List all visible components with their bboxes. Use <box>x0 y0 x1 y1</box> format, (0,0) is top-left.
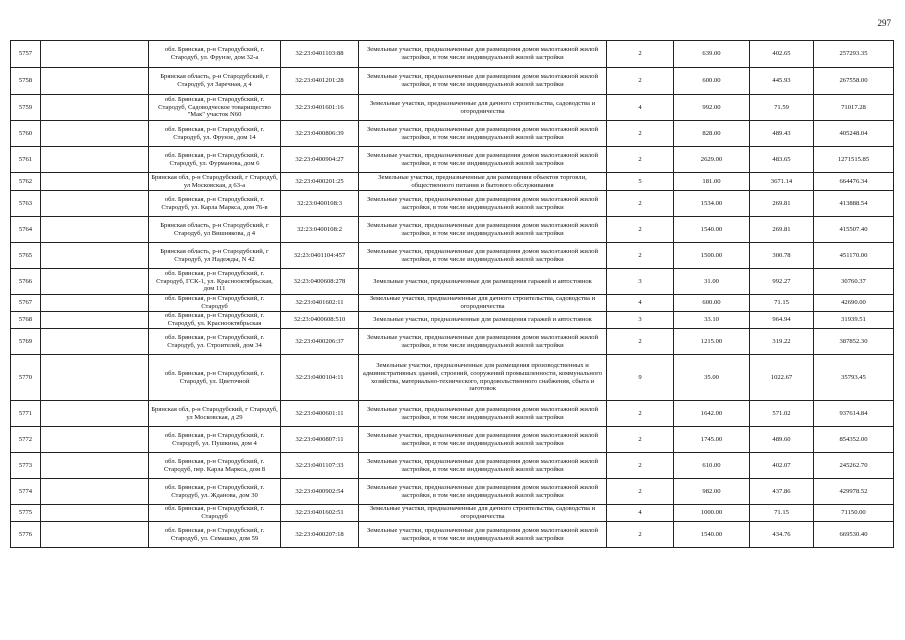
land-use-cell: Земельные участки, предназначенные для размещения домов малоэтажной жилой застройки, в том числе индивидуальной жилой застройки <box>359 522 607 548</box>
area-cell: 33.10 <box>674 312 750 329</box>
blank-cell <box>41 401 149 427</box>
group-number-cell: 2 <box>607 453 674 479</box>
area-cell: 1000.00 <box>674 505 750 522</box>
cadastral-value-cell: 31939.51 <box>814 312 894 329</box>
address-cell: Брянская обл, р-н Стародубский, г Стародуб, ул Московская, д 29 <box>149 401 281 427</box>
cadastral-number-cell: 32:23:0400904:27 <box>281 147 359 173</box>
specific-value-cell: 434.76 <box>750 522 814 548</box>
cadastral-value-cell: 245262.70 <box>814 453 894 479</box>
cadastral-number-cell: 32:23:0401601:16 <box>281 95 359 121</box>
blank-cell <box>41 173 149 191</box>
specific-value-cell: 964.94 <box>750 312 814 329</box>
cadastral-value-table <box>10 40 894 548</box>
specific-value-cell: 489.60 <box>750 427 814 453</box>
group-number-cell: 2 <box>607 41 674 68</box>
table-row <box>11 68 894 95</box>
table-row <box>11 329 894 355</box>
row-number-cell: 5763 <box>11 191 41 217</box>
land-use-cell: Земельные участки, предназначенные для размещения домов малоэтажной жилой застройки, в том числе индивидуальной жилой застройки <box>359 401 607 427</box>
address-cell: обл. Брянская, р-н Стародубский, г. Стародуб, ул. Фурманова, дом 6 <box>149 147 281 173</box>
address-cell: Брянская обл, р-н Стародубский, г Стародуб, ул Московская, д 63-а <box>149 173 281 191</box>
cadastral-number-cell: 32:23:0400206:37 <box>281 329 359 355</box>
specific-value-cell: 437.86 <box>750 479 814 505</box>
land-use-cell: Земельные участки, предназначенные для размещения домов малоэтажной жилой застройки, в том числе индивидуальной жилой застройки <box>359 191 607 217</box>
cadastral-value-cell: 267558.00 <box>814 68 894 95</box>
cadastral-number-cell: 32:23:0401602:51 <box>281 505 359 522</box>
cadastral-number-cell: 32:23:0400201:25 <box>281 173 359 191</box>
land-use-cell: Земельные участки, предназначенные для размещения домов малоэтажной жилой застройки, в том числе индивидуальной жилой застройки <box>359 68 607 95</box>
cadastral-number-cell: 32:23:0400608:510 <box>281 312 359 329</box>
cadastral-number-cell: 32:23:0400207:18 <box>281 522 359 548</box>
land-use-cell: Земельные участки, предназначенные для дачного строительства, садоводства и огородничества <box>359 95 607 121</box>
group-number-cell: 2 <box>607 217 674 243</box>
group-number-cell: 2 <box>607 243 674 269</box>
table-row <box>11 295 894 312</box>
area-cell: 600.00 <box>674 68 750 95</box>
cadastral-value-cell: 415507.40 <box>814 217 894 243</box>
row-number-cell: 5761 <box>11 147 41 173</box>
group-number-cell: 2 <box>607 427 674 453</box>
specific-value-cell: 402.07 <box>750 453 814 479</box>
cadastral-value-cell: 71150.00 <box>814 505 894 522</box>
group-number-cell: 2 <box>607 191 674 217</box>
cadastral-value-cell: 669530.40 <box>814 522 894 548</box>
area-cell: 1500.00 <box>674 243 750 269</box>
address-cell: обл. Брянская, р-н Стародубский, г. Стародуб, ул. Карла Маркса, дом 76-в <box>149 191 281 217</box>
group-number-cell: 9 <box>607 355 674 401</box>
group-number-cell: 2 <box>607 329 674 355</box>
cadastral-number-cell: 32:23:0401103:88 <box>281 41 359 68</box>
table-row <box>11 427 894 453</box>
address-cell: обл. Брянская, р-н Стародубский, г. Стародуб, ул. Фрунзе, дом 14 <box>149 121 281 147</box>
blank-cell <box>41 191 149 217</box>
blank-cell <box>41 147 149 173</box>
table-row <box>11 147 894 173</box>
specific-value-cell: 300.78 <box>750 243 814 269</box>
specific-value-cell: 483.65 <box>750 147 814 173</box>
cadastral-number-cell: 32:23:0401107:33 <box>281 453 359 479</box>
specific-value-cell: 1022.67 <box>750 355 814 401</box>
land-use-cell: Земельные участки, предназначенные для размещения домов малоэтажной жилой застройки, в том числе индивидуальной жилой застройки <box>359 217 607 243</box>
row-number-cell: 5773 <box>11 453 41 479</box>
land-use-cell: Земельные участки, предназначенные для размещения домов малоэтажной жилой застройки, в том числе индивидуальной жилой застройки <box>359 147 607 173</box>
row-number-cell: 5770 <box>11 355 41 401</box>
cadastral-value-cell: 854352.00 <box>814 427 894 453</box>
row-number-cell: 5765 <box>11 243 41 269</box>
cadastral-number-cell: 32:23:0400807:11 <box>281 427 359 453</box>
row-number-cell: 5762 <box>11 173 41 191</box>
land-use-cell: Земельные участки, предназначенные для дачного строительства, садоводства и огородничества <box>359 505 607 522</box>
table-row <box>11 479 894 505</box>
area-cell: 992.00 <box>674 95 750 121</box>
specific-value-cell: 269.81 <box>750 217 814 243</box>
group-number-cell: 2 <box>607 522 674 548</box>
land-use-cell: Земельные участки, предназначенные для размещения производственных и административных зданий, строений, сооружений промышленности, коммунального хозяйства, материально-технического, продовольственного снабжения, сбыта и заготовок <box>359 355 607 401</box>
address-cell: обл. Брянская, р-н Стародубский, г. Стародуб, ул. Семашко, дом 59 <box>149 522 281 548</box>
area-cell: 639.00 <box>674 41 750 68</box>
blank-cell <box>41 295 149 312</box>
row-number-cell: 5759 <box>11 95 41 121</box>
page-number: 297 <box>877 18 891 28</box>
area-cell: 1642.00 <box>674 401 750 427</box>
table-row <box>11 217 894 243</box>
specific-value-cell: 71.15 <box>750 505 814 522</box>
group-number-cell: 2 <box>607 479 674 505</box>
row-number-cell: 5772 <box>11 427 41 453</box>
specific-value-cell: 571.02 <box>750 401 814 427</box>
table-row <box>11 401 894 427</box>
area-cell: 2629.00 <box>674 147 750 173</box>
cadastral-value-cell: 937614.84 <box>814 401 894 427</box>
cadastral-number-cell: 32:23:0400608:278 <box>281 269 359 295</box>
group-number-cell: 2 <box>607 401 674 427</box>
land-use-cell: Земельные участки, предназначенные для размещения объектов торговли, общественного питания и бытового обслуживания <box>359 173 607 191</box>
land-use-cell: Земельные участки, предназначенные для размещения домов малоэтажной жилой застройки, в том числе индивидуальной жилой застройки <box>359 427 607 453</box>
cadastral-value-cell: 664476.34 <box>814 173 894 191</box>
table-row <box>11 95 894 121</box>
address-cell: Брянская область, р-н Стародубский, г Стародуб, ул Вишнякова, д 4 <box>149 217 281 243</box>
row-number-cell: 5767 <box>11 295 41 312</box>
specific-value-cell: 71.59 <box>750 95 814 121</box>
address-cell: обл. Брянская, р-н Стародубский, г. Стародуб, ГСК-1, ул. Краснооктябрьская, дом 111 <box>149 269 281 295</box>
specific-value-cell: 319.22 <box>750 329 814 355</box>
cadastral-number-cell: 32:23:0401602:11 <box>281 295 359 312</box>
group-number-cell: 2 <box>607 147 674 173</box>
area-cell: 31.00 <box>674 269 750 295</box>
land-use-cell: Земельные участки, предназначенные для размещения домов малоэтажной жилой застройки, в том числе индивидуальной жилой застройки <box>359 243 607 269</box>
blank-cell <box>41 522 149 548</box>
area-cell: 1215.00 <box>674 329 750 355</box>
table-row <box>11 191 894 217</box>
land-use-cell: Земельные участки, предназначенные для размещения домов малоэтажной жилой застройки, в том числе индивидуальной жилой застройки <box>359 121 607 147</box>
address-cell: обл. Брянская, р-н Стародубский, г. Стародуб, Садоводческое товарищество "Мак" участок N60 <box>149 95 281 121</box>
cadastral-number-cell: 32:23:0400108:2 <box>281 217 359 243</box>
table-row <box>11 312 894 329</box>
cadastral-value-cell: 1271515.85 <box>814 147 894 173</box>
blank-cell <box>41 479 149 505</box>
row-number-cell: 5758 <box>11 68 41 95</box>
specific-value-cell: 269.81 <box>750 191 814 217</box>
area-cell: 828.00 <box>674 121 750 147</box>
cadastral-value-cell: 451170.00 <box>814 243 894 269</box>
row-number-cell: 5774 <box>11 479 41 505</box>
cadastral-number-cell: 32:23:0400104:11 <box>281 355 359 401</box>
cadastral-value-cell: 30760.37 <box>814 269 894 295</box>
specific-value-cell: 992.27 <box>750 269 814 295</box>
blank-cell <box>41 41 149 68</box>
address-cell: обл. Брянская, р-н Стародубский, г. Стародуб, ул. Фрунзе, дом 32-а <box>149 41 281 68</box>
blank-cell <box>41 427 149 453</box>
area-cell: 982.00 <box>674 479 750 505</box>
blank-cell <box>41 68 149 95</box>
table-row <box>11 505 894 522</box>
area-cell: 1540.00 <box>674 522 750 548</box>
area-cell: 181.00 <box>674 173 750 191</box>
area-cell: 1540.00 <box>674 217 750 243</box>
table-row <box>11 522 894 548</box>
address-cell: обл. Брянская, р-н Стародубский, г. Стародуб <box>149 295 281 312</box>
blank-cell <box>41 453 149 479</box>
cadastral-value-cell: 387852.30 <box>814 329 894 355</box>
row-number-cell: 5769 <box>11 329 41 355</box>
specific-value-cell: 71.15 <box>750 295 814 312</box>
area-cell: 610.00 <box>674 453 750 479</box>
group-number-cell: 4 <box>607 505 674 522</box>
blank-cell <box>41 95 149 121</box>
land-use-cell: Земельные участки, предназначенные для размещения домов малоэтажной жилой застройки, в том числе индивидуальной жилой застройки <box>359 41 607 68</box>
address-cell: Брянская область, р-н Стародубский, г Стародуб, ул Заречная, д 4 <box>149 68 281 95</box>
address-cell: обл. Брянская, р-н Стародубский, г. Стародуб, ул. Пушкина, дом 4 <box>149 427 281 453</box>
cadastral-number-cell: 32:23:0401201:28 <box>281 68 359 95</box>
table-row <box>11 355 894 401</box>
row-number-cell: 5776 <box>11 522 41 548</box>
blank-cell <box>41 243 149 269</box>
cadastral-value-cell: 405248.04 <box>814 121 894 147</box>
land-use-cell: Земельные участки, предназначенные для дачного строительства, садоводства и огородничества <box>359 295 607 312</box>
group-number-cell: 5 <box>607 173 674 191</box>
cadastral-value-cell: 71017.28 <box>814 95 894 121</box>
address-cell: обл. Брянская, р-н Стародубский, г. Стародуб, ул. Строителей, дом 34 <box>149 329 281 355</box>
table-row <box>11 173 894 191</box>
area-cell: 1534.00 <box>674 191 750 217</box>
row-number-cell: 5764 <box>11 217 41 243</box>
specific-value-cell: 3671.14 <box>750 173 814 191</box>
group-number-cell: 2 <box>607 68 674 95</box>
address-cell: обл. Брянская, р-н Стародубский, г. Стародуб, ул. Цветочной <box>149 355 281 401</box>
cadastral-number-cell: 32:23:0400902:54 <box>281 479 359 505</box>
blank-cell <box>41 505 149 522</box>
cadastral-number-cell: 32:23:0400601:11 <box>281 401 359 427</box>
blank-cell <box>41 121 149 147</box>
blank-cell <box>41 329 149 355</box>
cadastral-number-cell: 32:23:0400108:3 <box>281 191 359 217</box>
specific-value-cell: 402.65 <box>750 41 814 68</box>
row-number-cell: 5766 <box>11 269 41 295</box>
cadastral-number-cell: 32:23:0401104:457 <box>281 243 359 269</box>
row-number-cell: 5768 <box>11 312 41 329</box>
area-cell: 600.00 <box>674 295 750 312</box>
area-cell: 1745.00 <box>674 427 750 453</box>
table-row <box>11 243 894 269</box>
land-use-cell: Земельные участки, предназначенные для размещения гаражей и автостоянок <box>359 312 607 329</box>
blank-cell <box>41 217 149 243</box>
group-number-cell: 4 <box>607 295 674 312</box>
land-use-cell: Земельные участки, предназначенные для размещения домов малоэтажной жилой застройки, в том числе индивидуальной жилой застройки <box>359 453 607 479</box>
area-cell: 35.00 <box>674 355 750 401</box>
table-row <box>11 453 894 479</box>
cadastral-value-cell: 42690.00 <box>814 295 894 312</box>
address-cell: обл. Брянская, р-н Стародубский, г. Стародуб, ул. Краснооктябрьская <box>149 312 281 329</box>
land-use-cell: Земельные участки, предназначенные для размещения домов малоэтажной жилой застройки, в том числе индивидуальной жилой застройки <box>359 329 607 355</box>
group-number-cell: 3 <box>607 312 674 329</box>
group-number-cell: 4 <box>607 95 674 121</box>
table-row <box>11 121 894 147</box>
table-row <box>11 269 894 295</box>
cadastral-value-cell: 257293.35 <box>814 41 894 68</box>
address-cell: обл. Брянская, р-н Стародубский, г. Стародуб, пер. Карла Маркса, дом 8 <box>149 453 281 479</box>
group-number-cell: 2 <box>607 121 674 147</box>
specific-value-cell: 445.93 <box>750 68 814 95</box>
cadastral-value-cell: 429978.52 <box>814 479 894 505</box>
row-number-cell: 5760 <box>11 121 41 147</box>
address-cell: Брянская область, р-н Стародубский, г Стародуб, ул Надежды, N 42 <box>149 243 281 269</box>
blank-cell <box>41 355 149 401</box>
address-cell: обл. Брянская, р-н Стародубский, г. Стародуб, ул. Жданова, дом 30 <box>149 479 281 505</box>
row-number-cell: 5771 <box>11 401 41 427</box>
land-use-cell: Земельные участки, предназначенные для размещения гаражей и автостоянок <box>359 269 607 295</box>
row-number-cell: 5757 <box>11 41 41 68</box>
specific-value-cell: 489.43 <box>750 121 814 147</box>
row-number-cell: 5775 <box>11 505 41 522</box>
address-cell: обл. Брянская, р-н Стародубский, г. Стародуб <box>149 505 281 522</box>
cadastral-value-cell: 35793.45 <box>814 355 894 401</box>
blank-cell <box>41 312 149 329</box>
table-row <box>11 41 894 68</box>
cadastral-number-cell: 32:23:0400806:39 <box>281 121 359 147</box>
land-use-cell: Земельные участки, предназначенные для размещения домов малоэтажной жилой застройки, в том числе индивидуальной жилой застройки <box>359 479 607 505</box>
group-number-cell: 3 <box>607 269 674 295</box>
cadastral-value-cell: 413888.54 <box>814 191 894 217</box>
blank-cell <box>41 269 149 295</box>
